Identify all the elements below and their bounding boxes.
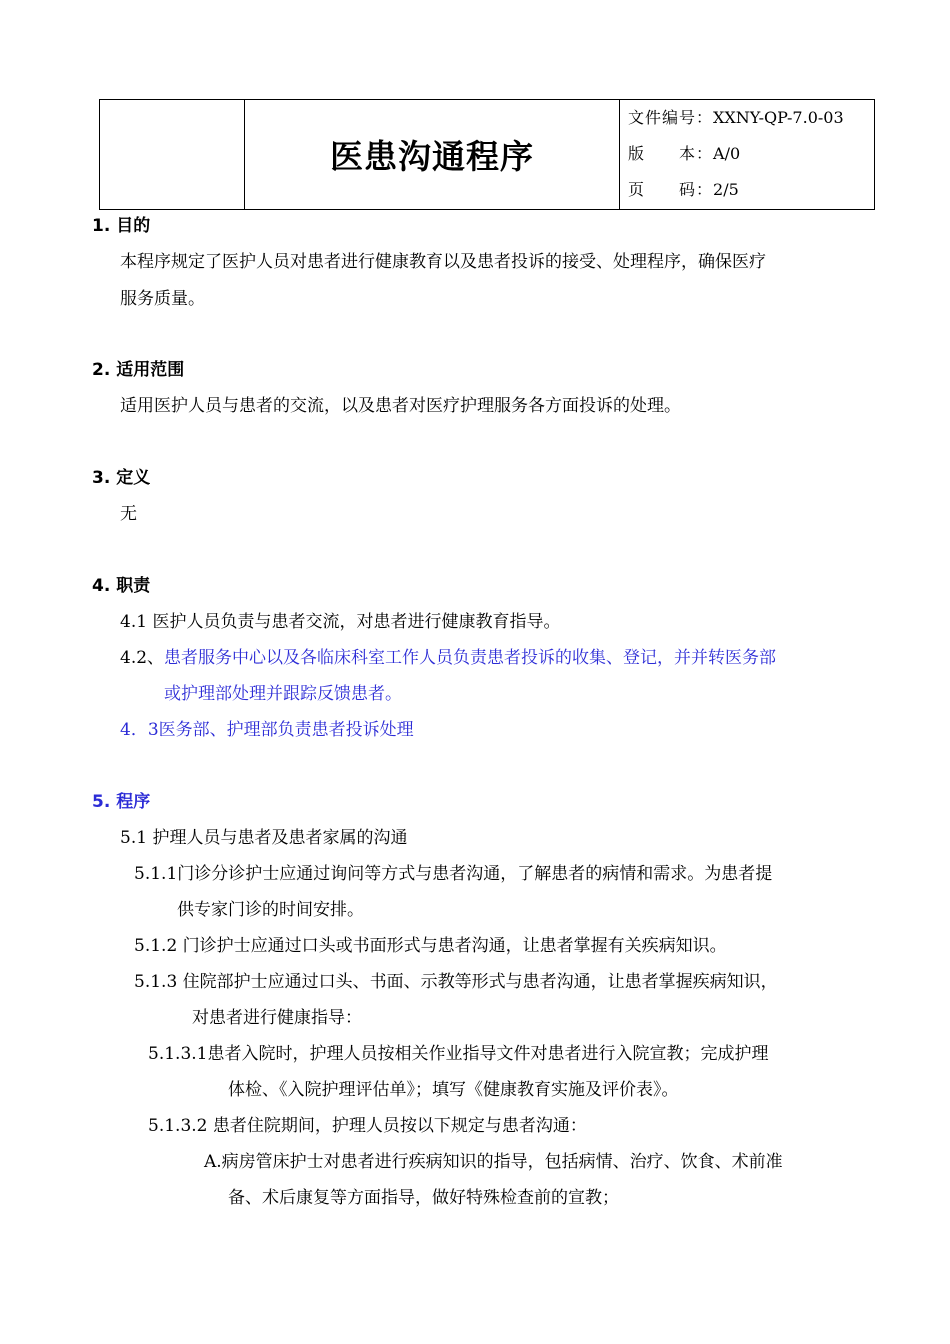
- section-3-paragraph: 无: [120, 504, 137, 524]
- item-5-1-3-2: 5.1.3.2 患者住院期间，护理人员按以下规定与患者沟通：: [148, 1116, 587, 1136]
- section-2-heading: 2. 适用范围: [92, 360, 185, 380]
- item-5-1-3-1-line-1: 5.1.3.1患者入院时，护理人员按相关作业指导文件对患者进行入院宣教；完成护理: [148, 1044, 769, 1064]
- item-5-1-2: 5.1.2 门诊护士应通过口头或书面形式与患者沟通，让患者掌握有关疾病知识。: [134, 936, 727, 956]
- section-1-paragraph-line-1: 本程序规定了医护人员对患者进行健康教育以及患者投诉的接受、处理程序，确保医疗: [120, 252, 766, 272]
- version-row: [628, 136, 874, 172]
- item-A-line-1: A.病房管床护士对患者进行疾病知识的指导，包括病情、治疗、饮食、术前准: [204, 1152, 783, 1172]
- item-4-2-number: 4.2、: [120, 648, 165, 668]
- version-value: A/0: [713, 144, 741, 163]
- version-label: 版 本：: [628, 144, 714, 163]
- logo-cell: [100, 100, 245, 209]
- item-5-1-3-line-1: 5.1.3 住院部护士应通过口头、书面、示教等形式与患者沟通，让患者掌握疾病知识，: [134, 972, 778, 992]
- doc-number-value: XXNY-QP-7.0-03: [713, 108, 844, 127]
- section-5-heading: 5. 程序: [92, 792, 151, 812]
- section-2-paragraph: 适用医护人员与患者的交流，以及患者对医疗护理服务各方面投诉的处理。: [120, 396, 681, 416]
- section-3-heading: 3. 定义: [92, 468, 151, 488]
- document-meta: [620, 100, 874, 209]
- doc-number-row: [628, 100, 874, 136]
- item-A-line-2: 备、术后康复等方面指导，做好特殊检查前的宣教；: [228, 1188, 619, 1208]
- section-1-heading: 1. 目的: [92, 216, 151, 236]
- item-5-1-3-line-2: 对患者进行健康指导：: [192, 1008, 362, 1028]
- page-row: [628, 172, 874, 208]
- page-value: 2/5: [713, 180, 739, 199]
- item-5-1-3-1-line-2: 体检、《入院护理评估单》；填写《健康教育实施及评价表》。: [228, 1080, 679, 1100]
- item-4-2-text: 患者服务中心以及各临床科室工作人员负责患者投诉的收集、登记，并并转医务部: [164, 648, 777, 668]
- item-5-1-1-line-2: 供专家门诊的时间安排。: [177, 900, 364, 920]
- item-4-2-line-2: 或护理部处理并跟踪反馈患者。: [164, 684, 402, 704]
- item-4-3: 4．3医务部、护理部负责患者投诉处理: [120, 720, 414, 740]
- section-1-paragraph-line-2: 服务质量。: [120, 289, 205, 309]
- doc-number-label: 文件编号：: [628, 108, 714, 127]
- document-title: 医患沟通程序: [245, 100, 620, 209]
- section-4-heading: 4. 职责: [92, 576, 151, 596]
- page-label: 页 码：: [628, 180, 714, 199]
- item-4-1: 4.1 医护人员负责与患者交流，对患者进行健康教育指导。: [120, 612, 561, 632]
- item-4-2-line-1: [120, 646, 776, 670]
- item-5-1-1-line-1: 5.1.1门诊分诊护士应通过询问等方式与患者沟通，了解患者的病情和需求。为患者提: [134, 864, 773, 884]
- document-header-table: [99, 99, 875, 210]
- item-5-1: 5.1 护理人员与患者及患者家属的沟通: [120, 828, 408, 848]
